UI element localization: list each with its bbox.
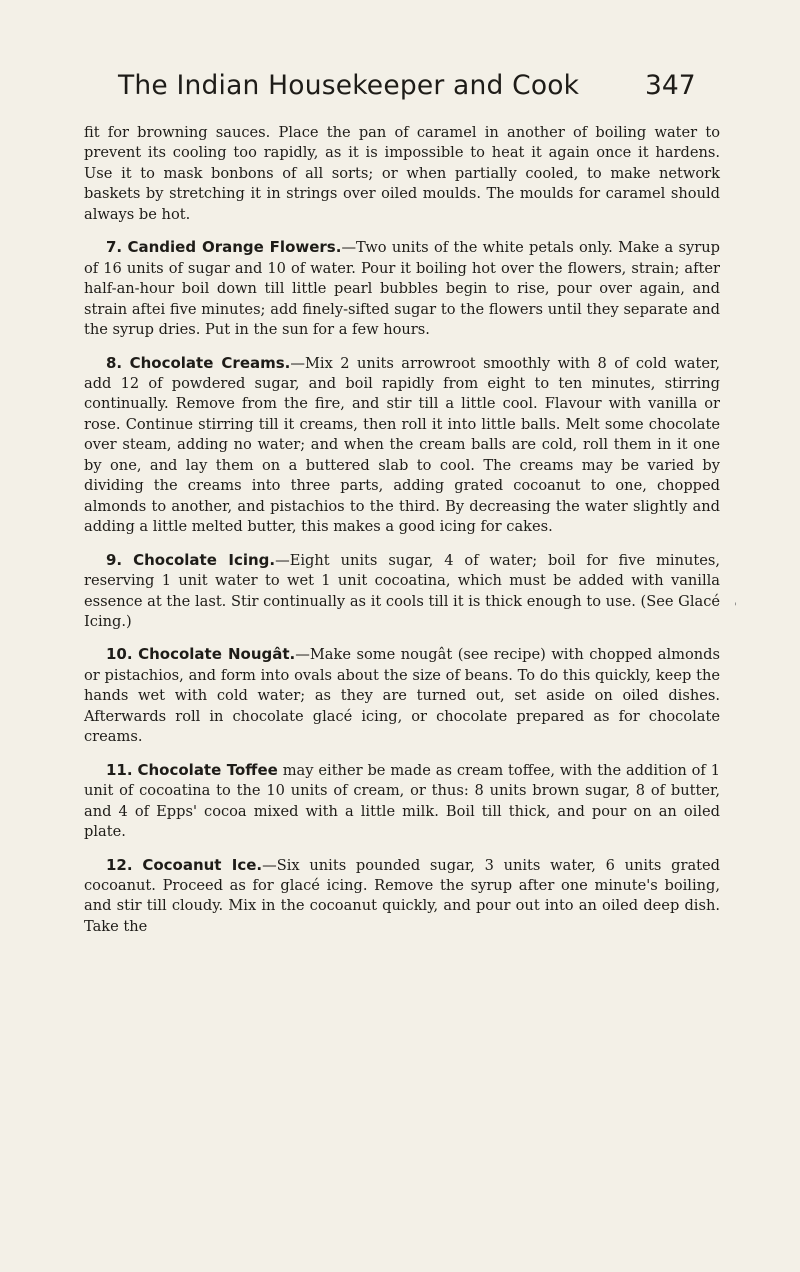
recipe-number: 7.	[106, 238, 123, 257]
recipe-heading: Chocolate Nougât.	[138, 645, 296, 664]
recipe-number: 9.	[106, 550, 123, 569]
header-title: The Indian Housekeeper and Cook	[118, 70, 580, 101]
recipe-heading: Cocoanut Ice.	[142, 855, 263, 874]
recipe-12	[84, 855, 720, 938]
recipe-number: 10.	[106, 645, 133, 664]
recipe-text: may either be made as cream toffee, with the addition of 1 unit of cocoatina to the 10 units of cream, or thus: 8 units brown sugar, 8 of butter, and 4 of Epps' cocoa mixed with a little milk. Boil till thick, and pour on an oiled plate.	[84, 761, 721, 841]
recipe-text: —Make some nougât (see recipe) with chopped almonds or pistachios, and form into ovals about the size of beans. To do this quickly, keep the hands wet with cold water; as they are turned out, set aside on oiled dishes. Afterwards roll in chocolate glacé icing, or chocolate prepared as for chocolate creams.	[84, 646, 720, 746]
running-head	[0, 70, 800, 110]
recipe-heading: Chocolate Toffee	[137, 760, 278, 779]
paragraph-text: fit for browning sauces. Place the pan of caramel in another of boiling water to prevent its cooling too rapidly, as it is impossible to heat it again once it hardens. Use it to mask bonbons of all sorts; or when partially cooled, to make network baskets by stretching it in strings over oiled moulds. The moulds for caramel should always be hot.	[84, 124, 720, 223]
page-number: 347	[645, 70, 696, 101]
recipe-heading: Candied Orange Flowers.	[127, 238, 342, 257]
recipe-11	[84, 760, 720, 843]
recipe-heading: Chocolate Icing.	[133, 550, 276, 569]
recipe-9	[84, 550, 720, 633]
page-body	[84, 123, 720, 937]
continued-paragraph	[84, 123, 720, 225]
recipe-number: 11.	[106, 760, 133, 779]
recipe-number: 12.	[106, 855, 133, 874]
margin-mark: '	[734, 602, 737, 613]
recipe-heading: Chocolate Creams.	[129, 353, 291, 372]
recipe-text: —Six units pounded sugar, 3 units water, 6 units grated cocoanut. Proceed as for glacé icing. Remove the syrup after one minute's boiling, and stir till cloudy. Mix in the cocoanut quickly, and pour out into an oiled deep dish. Take the	[84, 856, 720, 935]
recipe-number: 8.	[106, 353, 123, 372]
recipe-text: —Two units of the white petals only. Make a syrup of 16 units of sugar and 10 of water. Pour it boiling hot over the flowers, strain; after half-an-hour boil down till little pearl bubbles begin to rise, pour over again, and strain aftei five minutes; add finely-sifted sugar to the flowers until they separate and the syrup dries. Put in the sun for a few hours.	[84, 239, 721, 339]
recipe-text: —Mix 2 units arrowroot smoothly with 8 of cold water, add 12 of powdered sugar, and boil rapidly from eight to ten minutes, stirring continually. Remove from the fire, and stir till a little cool. Flavour with vanilla or rose. Continue stirring till it creams, then roll it into little balls. Melt some chocolate over steam, adding no water; and when the cream balls are cold, roll them in it one by one, and lay them on a buttered slab to cool. The creams may be varied by dividing the creams into three parts, adding grated cocoanut to one, chopped almonds to another, and pistachios to the third. By decreasing the water slightly and adding a little melted butter, this makes a good icing for cakes.	[84, 354, 720, 536]
recipe-8	[84, 353, 720, 538]
recipe-7	[84, 237, 720, 340]
recipe-10	[84, 644, 720, 747]
recipe-text: —Eight units sugar, 4 of water; boil for five minutes, reserving 1 unit water to wet 1 unit cocoatina, which must be added with vanilla essence at the last. Stir continually as it cools till it is thick enough to use. (See Glacé Icing.)	[84, 551, 720, 630]
